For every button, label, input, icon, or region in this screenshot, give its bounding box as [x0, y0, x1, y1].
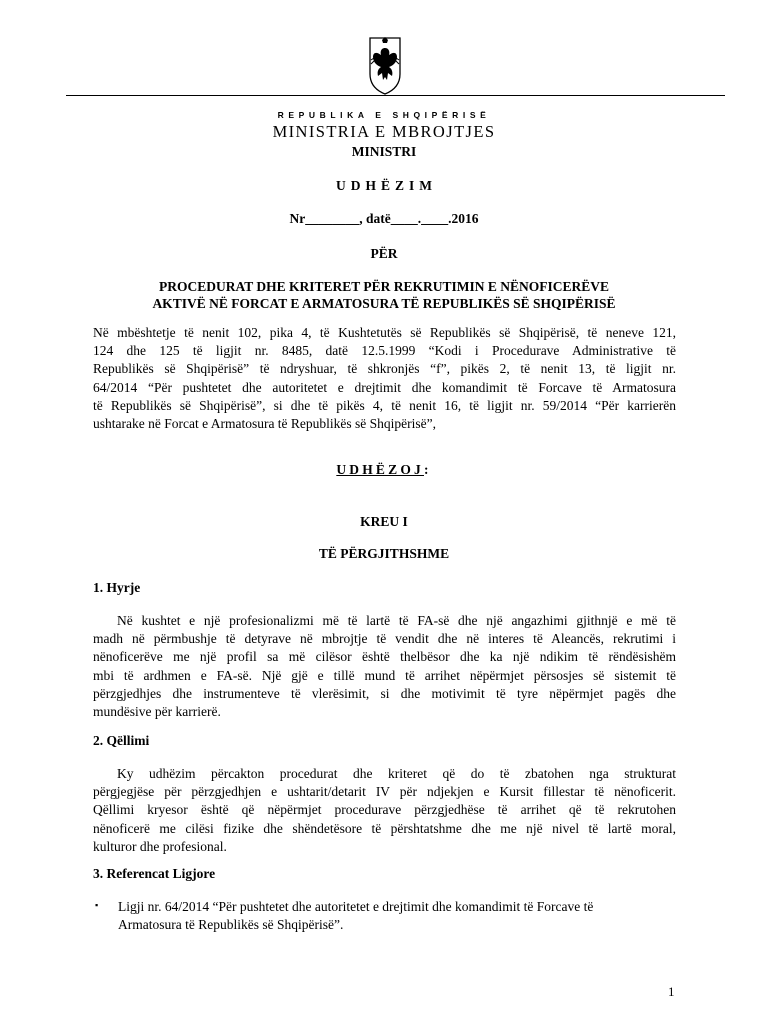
preamble-line: Në mbështetje të nenit 102, pika 4, të Kushtetutës së Republikës së Shqipërisë, të neneve 121,	[93, 325, 676, 340]
directive-colon: :	[423, 462, 432, 477]
preamble-line: Republikës së Shqipërisë” të ndryshuar, të shkronjës “f”, pikës 2, të nenit 13, të ligjit nr.	[93, 361, 676, 377]
paragraph-line: mbi të ardhmen e FA-së. Një gjë e tillë mund të arrihet nëpërmjet përsosjes së sistemit të	[93, 667, 676, 683]
chapter-title: KREU I	[360, 514, 408, 529]
document-type: UDHËZIM	[335, 178, 437, 193]
preamble-line: të Republikës së Shqipërisë”, si dhe të pikës 4, të nenit 16, të ligjit nr. 59/2014 “Për karrierën	[93, 397, 676, 413]
section-heading-qellimi: 2. Qëllimi	[93, 733, 150, 748]
reference-line: Armatosura të Republikës së Shqipërisë”.	[118, 917, 344, 932]
paragraph-line: nënoficerëve me një profil sa më cilësor është thelbësor dhe ka një ndikim të rëndësishëm	[93, 649, 676, 665]
header-rule	[66, 95, 725, 96]
paragraph-line: Në kushtet e një profesionalizmi më të lartë të FA-së dhe një angazhimi gjithnjë e më të	[117, 613, 676, 628]
page-number: 1	[668, 984, 675, 999]
preamble-line: ushtarake në Forcat e Armatosura të Republikës së Shqipërisë”,	[93, 416, 437, 432]
document-title-line-2: AKTIVË NË FORCAT E ARMATOSURA TË REPUBLIKËS SË SHQIPËRISË	[152, 296, 616, 311]
republic-name: REPUBLIKA E SHQIPËRISË	[277, 110, 491, 120]
paragraph-line: përgjegjëse për përzgjedhjen e ushtarit/detarit IV për ndjekjen e Kursit fillestar të nënoficerit.	[93, 784, 676, 800]
paragraph-line: mundësive për karrierë.	[93, 704, 221, 720]
preamble-line: 124 dhe 125 të ligjit nr. 8485, datë 12.5.1999 “Kodi i Procedurave Administrative të	[93, 343, 676, 359]
section-paragraph-hyrje	[93, 612, 676, 721]
bullet-icon: ▪	[95, 900, 99, 910]
per-label: PËR	[370, 246, 398, 261]
section-heading-hyrje: 1. Hyrje	[93, 580, 141, 595]
chapter-subtitle: TË PËRGJITHSHME	[318, 546, 450, 561]
section-paragraph-qellimi	[93, 765, 676, 856]
document-number-line: Nr________, datë____.____.2016	[289, 211, 479, 226]
directive-word: UDHËZOJ	[336, 462, 424, 477]
minister-label: MINISTRI	[351, 144, 417, 159]
paragraph-line: përzgjedhjes dhe instrumenteve të vlerësimit, si dhe motivimit të tyre nëpërmjet pagës dhe	[93, 685, 676, 701]
document-title-line-1: PROCEDURAT DHE KRITERET PËR REKRUTIMIN E NËNOFICERËVE	[158, 279, 610, 294]
paragraph-line: Qëllimi kryesor është që nëpërmjet procedurave përzgjedhëse të arrihet që të rekrutohen	[93, 802, 676, 818]
paragraph-line: nënoficerë me cilësi fizike dhe shëndetësore të përshtatshme dhe me një nivel të lartë moral,	[93, 820, 676, 836]
ministry-name: MINISTRIA E MBROJTJES	[272, 122, 496, 141]
reference-item	[118, 898, 678, 934]
preamble-paragraph	[93, 324, 676, 433]
directive-heading	[0, 462, 768, 478]
paragraph-line: Ky udhëzim përcakton procedurat dhe kriteret që do të zbatohen nga strukturat	[117, 766, 676, 781]
section-heading-referencat: 3. Referencat Ligjore	[93, 866, 216, 881]
reference-line: Ligji nr. 64/2014 “Për pushtetet dhe autoritetet e drejtimit dhe komandimit të Forcave të	[118, 899, 594, 914]
paragraph-line: kulturor dhe profesional.	[93, 838, 227, 854]
paragraph-line: madh në përmbushje të detyrave në mbrojtje të vendit dhe në interes të Aleancës, rekrutimi i	[93, 631, 676, 647]
albanian-coat-of-arms-icon	[368, 36, 402, 96]
preamble-line: 64/2014 “Për pushtetet dhe autoritetet e drejtimit dhe komandimit të Forcave të Armatosura	[93, 379, 676, 395]
